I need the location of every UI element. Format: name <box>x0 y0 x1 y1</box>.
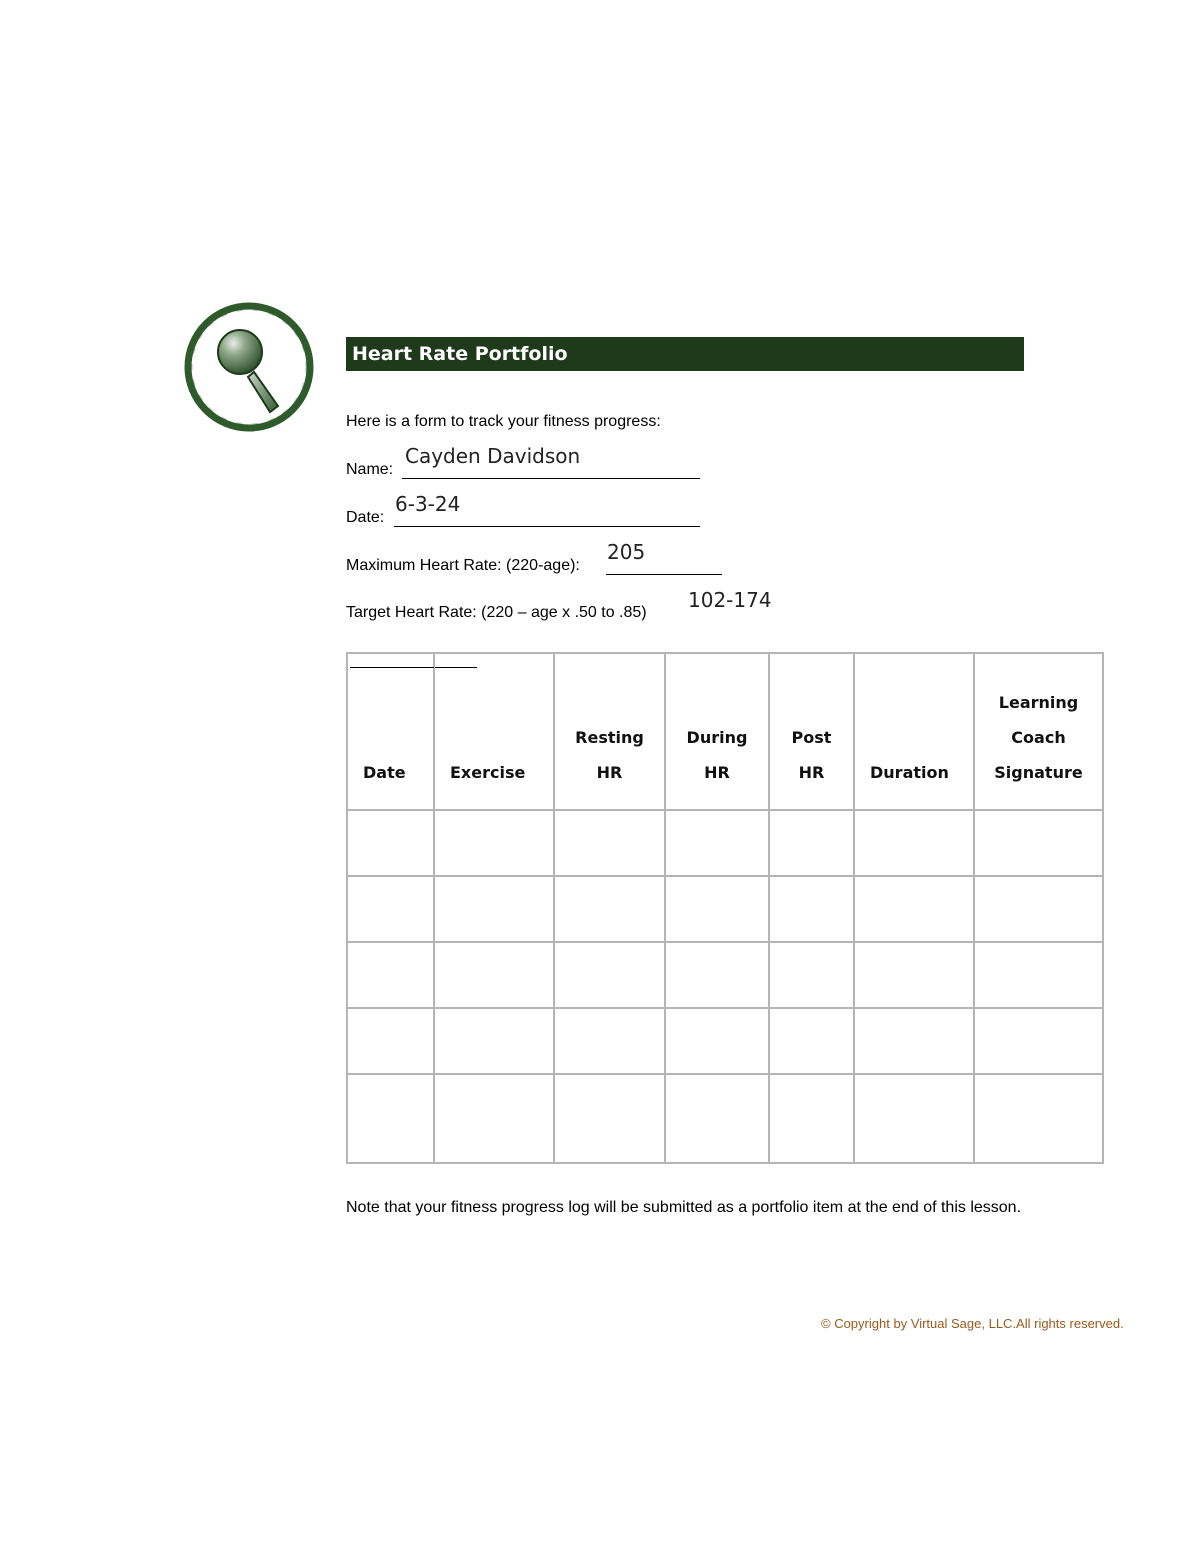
table-cell[interactable] <box>769 1074 854 1163</box>
header-during-hr-label: During HR <box>686 728 748 782</box>
header-post-hr-label: Post HR <box>791 728 832 782</box>
header-exercise-label: Exercise <box>450 763 526 782</box>
table-cell[interactable] <box>854 876 974 942</box>
table-row <box>347 810 1103 876</box>
name-value: Cayden Davidson <box>405 444 581 468</box>
table-cell[interactable] <box>665 876 769 942</box>
name-underline <box>402 478 700 479</box>
magnifying-glass-icon <box>182 300 316 434</box>
header-post-hr <box>769 653 854 810</box>
table-row <box>347 942 1103 1008</box>
header-stub-line <box>350 667 434 668</box>
copyright-text: © Copyright by Virtual Sage, LLC.All rights reserved. <box>821 1316 1124 1331</box>
header-duration-label: Duration <box>870 763 949 782</box>
fitness-log-table <box>346 652 1104 1164</box>
table-row <box>347 1008 1103 1074</box>
table-cell[interactable] <box>974 1074 1103 1163</box>
table-cell[interactable] <box>974 810 1103 876</box>
table-cell[interactable] <box>974 876 1103 942</box>
table-cell[interactable] <box>769 942 854 1008</box>
table-cell[interactable] <box>347 876 434 942</box>
table-cell[interactable] <box>554 1008 665 1074</box>
table-cell[interactable] <box>665 942 769 1008</box>
table-cell[interactable] <box>347 1074 434 1163</box>
table-row <box>347 1074 1103 1163</box>
header-coach-signature-label: Learning Coach Signature <box>994 693 1083 782</box>
date-value: 6-3-24 <box>395 492 461 516</box>
header-resting-hr-label: Resting HR <box>575 728 644 782</box>
table-cell[interactable] <box>554 810 665 876</box>
table-cell[interactable] <box>554 876 665 942</box>
table-cell[interactable] <box>665 810 769 876</box>
date-label: Date: <box>346 509 385 526</box>
table-cell[interactable] <box>347 942 434 1008</box>
header-during-hr <box>665 653 769 810</box>
table-cell[interactable] <box>769 1008 854 1074</box>
table-cell[interactable] <box>854 942 974 1008</box>
portfolio-note: Note that your fitness progress log will be submitted as a portfolio item at the end of this lesson. <box>346 1199 1022 1216</box>
table-cell[interactable] <box>665 1074 769 1163</box>
title-bar <box>346 337 1024 371</box>
name-label: Name: <box>346 461 394 478</box>
header-date <box>347 653 434 810</box>
table-cell[interactable] <box>434 1008 554 1074</box>
date-underline <box>394 526 700 527</box>
table-cell[interactable] <box>434 1074 554 1163</box>
table-header-row <box>347 653 1103 810</box>
table-cell[interactable] <box>769 876 854 942</box>
table-cell[interactable] <box>434 942 554 1008</box>
intro-text: Here is a form to track your fitness progress: <box>346 413 661 430</box>
table-cell[interactable] <box>554 1074 665 1163</box>
table-cell[interactable] <box>974 942 1103 1008</box>
table-cell[interactable] <box>854 1008 974 1074</box>
table-cell[interactable] <box>769 810 854 876</box>
max-hr-underline <box>606 574 722 575</box>
target-hr-value: 102-174 <box>688 588 772 612</box>
max-hr-label: Maximum Heart Rate: (220-age): <box>346 557 580 574</box>
target-hr-label: Target Heart Rate: (220 – age x .50 to .85) <box>346 604 647 621</box>
table-cell[interactable] <box>347 1008 434 1074</box>
header-coach-signature <box>974 653 1103 810</box>
table-cell[interactable] <box>974 1008 1103 1074</box>
header-duration <box>854 653 974 810</box>
header-resting-hr <box>554 653 665 810</box>
table-cell[interactable] <box>434 876 554 942</box>
page-title: Heart Rate Portfolio <box>352 343 568 365</box>
table-cell[interactable] <box>434 810 554 876</box>
table-cell[interactable] <box>347 810 434 876</box>
table-cell[interactable] <box>554 942 665 1008</box>
table-cell[interactable] <box>854 810 974 876</box>
header-exercise <box>434 653 554 810</box>
header-stub-line <box>435 667 477 668</box>
header-date-label: Date <box>363 763 406 782</box>
table-cell[interactable] <box>665 1008 769 1074</box>
max-hr-value: 205 <box>607 540 646 564</box>
table-cell[interactable] <box>854 1074 974 1163</box>
table-row <box>347 876 1103 942</box>
